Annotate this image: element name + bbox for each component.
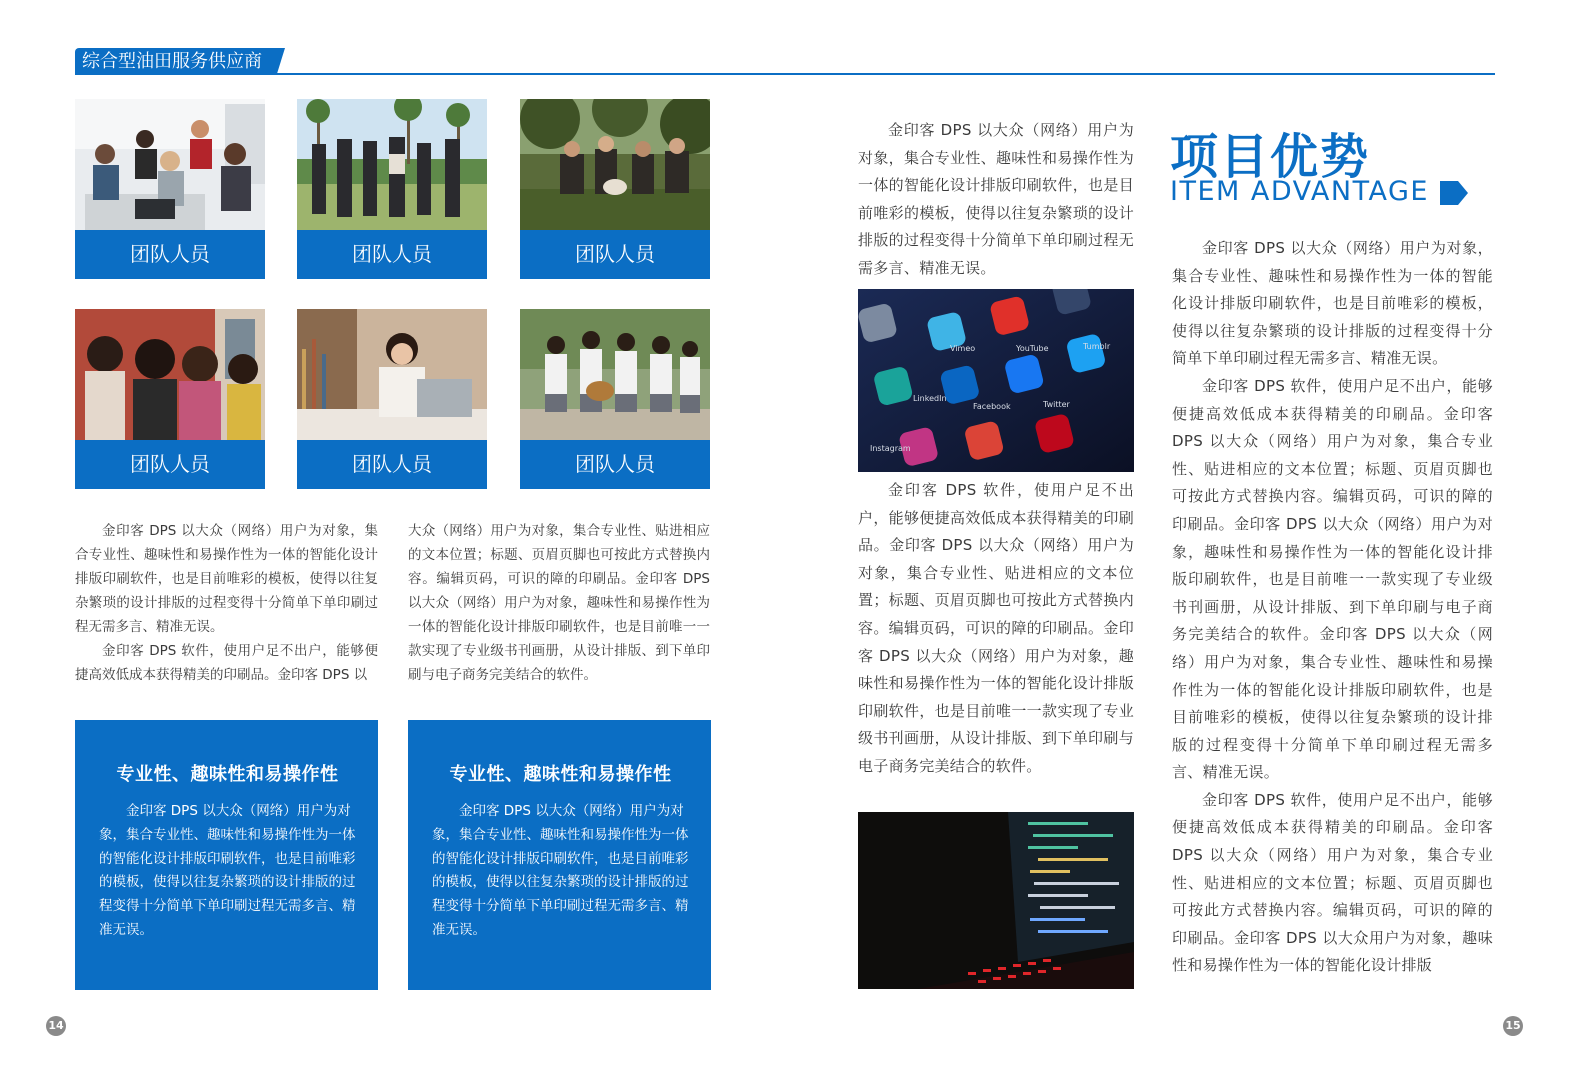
section-title-en: ITEM ADVANTAGE bbox=[1170, 176, 1429, 207]
team-card bbox=[75, 309, 265, 489]
feature-box-text: 金印客 DPS 以大众（网络）用户为对象，集合专业性、趣味性和易操作性为一体的智能化设计排版印刷软件，也是目前唯彩的模板，使得以往复杂繁琐的设计排版的过程变得十分简单下单印刷过程无需多言、精准无误。 bbox=[99, 803, 356, 938]
team-card bbox=[297, 309, 487, 489]
header-rule bbox=[75, 73, 1495, 75]
app-label: Instagram bbox=[870, 444, 911, 453]
paragraph: 大众（网络）用户为对象，集合专业性、贴进相应的文本位置；标题、页眉页脚也可按此方式替换内容。编辑页码，可识的障的印刷品。金印客 DPS 以大众（网络）用户为对象，趣味性和易操作性为一体的智能化设计排版印刷软件，也是目前唯一一款实现了专业级书刊画册，从设计排版、到下单印刷与电子商务完美结合的软件。 bbox=[408, 523, 710, 683]
social-apps-photo bbox=[858, 289, 1134, 472]
feature-box bbox=[75, 720, 378, 990]
team-card bbox=[297, 99, 487, 279]
team-card-caption: 团队人员 bbox=[297, 230, 487, 279]
students-guitar-photo bbox=[520, 309, 710, 440]
left-text-column-1 bbox=[75, 519, 378, 687]
paragraph: 金印客 DPS 软件，使用户足不出户，能够便捷高效低成本获得精美的印刷品。金印客 DPS 以 bbox=[75, 643, 378, 683]
header-title: 综合型油田服务供应商 bbox=[82, 51, 262, 72]
feature-box-heading: 专业性、趣味性和易操作性 bbox=[449, 764, 672, 785]
team-card-caption: 团队人员 bbox=[75, 230, 265, 279]
app-label: Facebook bbox=[973, 402, 1011, 411]
middle-text-bottom bbox=[858, 477, 1134, 781]
paragraph: 金印客 DPS 以大众（网络）用户为对象，集合专业性、趣味性和易操作性为一体的智能化设计排版印刷软件，也是目前唯彩的模板，使得以往复杂繁琐的设计排版的过程变得十分简单下单印刷过程无需多言、精准无误。 bbox=[1172, 239, 1493, 368]
left-text-column-2 bbox=[408, 519, 710, 687]
paragraph: 金印客 DPS 软件，使用户足不出户，能够便捷高效低成本获得精美的印刷品。金印客 DPS 以大众（网络）用户为对象，集合专业性、贴进相应的文本位置；标题、页眉页脚也可按此方式替换内容。编辑页码，可识的障的印刷品。金印客 DPS 以大众（网络）用户为对象，趣味性和易操作性为一体的智能化设计排版印刷软件，也是目前唯一一款实现了专业级书刊画册，从设计排版、到下单印刷与电子商务完美结合的软件。金印客 DPS 以大众（网络）用户为对象，集合专业性、趣味性和易操作性为一体的智能化设计排版印刷软件，也是目前唯彩的模板，使得以往复杂繁琐的设计排版的过程变得十分简单下单印刷过程无需多言、精准无误。 bbox=[1172, 376, 1493, 782]
app-label: Vimeo bbox=[950, 344, 976, 353]
team-card bbox=[520, 309, 710, 489]
paragraph: 金印客 DPS 软件，使用户足不出户，能够便捷高效低成本获得精美的印刷品。金印客 DPS 以大众（网络）用户为对象，集合专业性、贴进相应的文本位置；标题、页眉页脚也可按此方式替换内容。编辑页码，可识的障的印刷品。金印客 DPS 以大众用户为对象，趣味性和易操作性为一体的智能化设计排版 bbox=[1172, 790, 1493, 975]
section-title-cn: 项目优势 bbox=[1170, 129, 1371, 185]
app-label: Twitter bbox=[1043, 400, 1070, 409]
feature-box bbox=[408, 720, 711, 990]
team-meeting-photo bbox=[75, 99, 265, 230]
woman-laptop-photo bbox=[297, 309, 487, 440]
team-card-caption: 团队人员 bbox=[75, 440, 265, 489]
app-label: LinkedIn bbox=[913, 394, 947, 403]
team-laughing-photo bbox=[75, 309, 265, 440]
laptop-code-photo bbox=[858, 812, 1134, 989]
page-number-right: 15 bbox=[1503, 1016, 1523, 1036]
feature-box-text: 金印客 DPS 以大众（网络）用户为对象，集合专业性、趣味性和易操作性为一体的智能化设计排版印刷软件，也是目前唯彩的模板，使得以往复杂繁琐的设计排版的过程变得十分简单下单印刷过程无需多言、精准无误。 bbox=[432, 803, 689, 938]
feature-box-heading: 专业性、趣味性和易操作性 bbox=[116, 764, 339, 785]
paragraph: 金印客 DPS 以大众（网络）用户为对象，集合专业性、趣味性和易操作性为一体的智能化设计排版印刷软件，也是目前唯彩的模板，使得以往复杂繁琐的设计排版的过程变得十分简单下单印刷过程无需多言、精准无误。 bbox=[858, 121, 1134, 277]
right-text bbox=[1172, 235, 1493, 980]
app-label: Tumblr bbox=[1083, 342, 1111, 351]
middle-text-top bbox=[858, 117, 1134, 283]
app-label: YouTube bbox=[1016, 344, 1049, 353]
page-number-left: 14 bbox=[46, 1016, 66, 1036]
paragraph: 金印客 DPS 以大众（网络）用户为对象，集合专业性、趣味性和易操作性为一体的智能化设计排版印刷软件，也是目前唯彩的模板，使得以往复杂繁琐的设计排版的过程变得十分简单下单印刷过程无需多言、精准无误。 bbox=[75, 523, 378, 635]
team-card bbox=[75, 99, 265, 279]
team-picnic-photo bbox=[520, 99, 710, 230]
arrow-tag-icon bbox=[1440, 181, 1468, 205]
paragraph: 金印客 DPS 软件，使用户足不出户，能够便捷高效低成本获得精美的印刷品。金印客 DPS 以大众（网络）用户为对象，集合专业性、贴进相应的文本位置；标题、页眉页脚也可按此方式替换内容。编辑页码，可识的障的印刷品。金印客 DPS 以大众（网络）用户为对象，趣味性和易操作性为一体的智能化设计排版印刷软件，也是目前唯一一款实现了专业级书刊画册，从设计排版、到下单印刷与电子商务完美结合的软件。 bbox=[858, 481, 1134, 775]
team-card-caption: 团队人员 bbox=[297, 440, 487, 489]
team-card-caption: 团队人员 bbox=[520, 230, 710, 279]
team-walking-photo bbox=[297, 99, 487, 230]
team-card bbox=[520, 99, 710, 279]
team-card-caption: 团队人员 bbox=[520, 440, 710, 489]
